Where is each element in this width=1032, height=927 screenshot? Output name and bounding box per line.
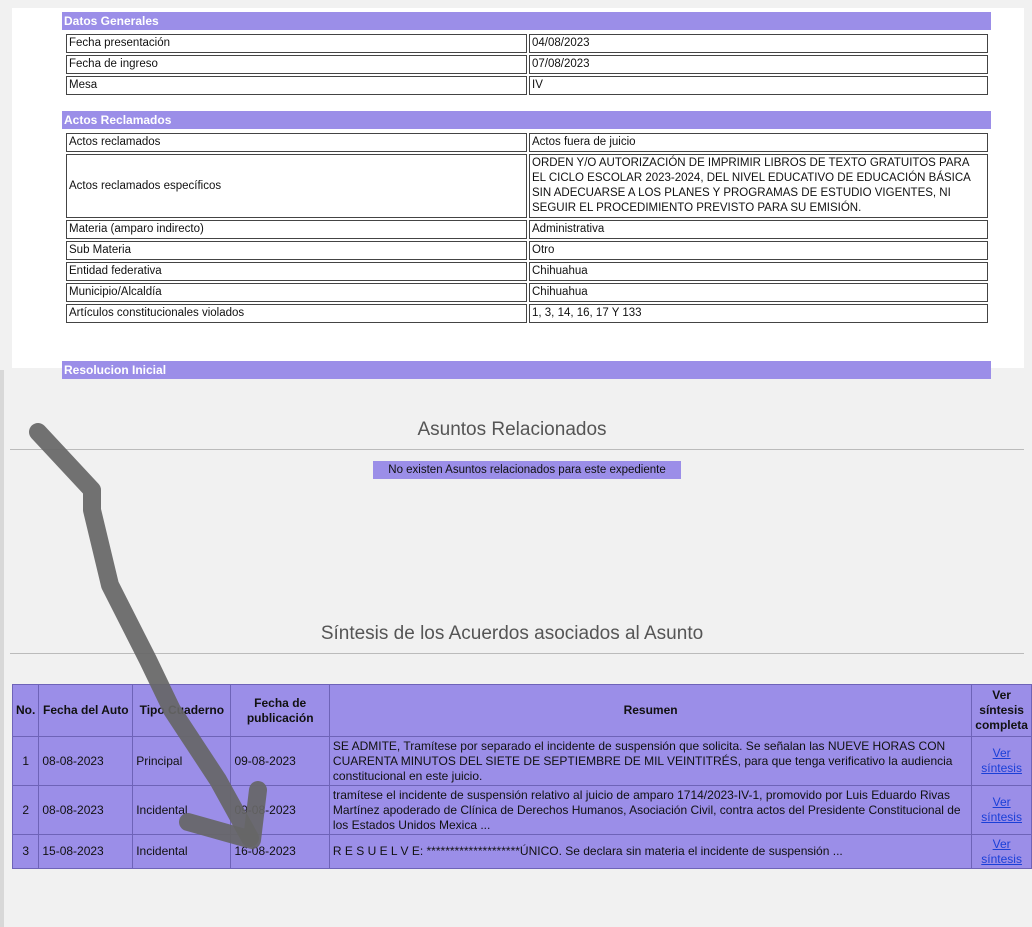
row-label: Mesa	[66, 76, 527, 95]
table-row	[66, 55, 988, 74]
table-row	[66, 34, 988, 53]
table-row	[13, 786, 1032, 835]
col-resumen: Resumen	[329, 685, 971, 737]
divider	[10, 449, 1024, 450]
resolucion-inicial-header: Resolucion Inicial	[62, 361, 991, 379]
table-row	[66, 220, 988, 239]
datos-generales-table	[64, 32, 990, 97]
table-row	[66, 262, 988, 281]
row-label: Artículos constitucionales violados	[66, 304, 527, 323]
cell-no: 1	[13, 737, 39, 786]
table-row	[66, 133, 988, 152]
actos-reclamados-table	[64, 131, 990, 325]
sintesis-title: Síntesis de los Acuerdos asociados al Asunto	[320, 623, 704, 644]
cell-fecha-auto: 15-08-2023	[39, 835, 133, 869]
row-value: 04/08/2023	[529, 34, 988, 53]
row-value: 1, 3, 14, 16, 17 Y 133	[529, 304, 988, 323]
cell-tipo: Incidental	[133, 786, 231, 835]
cell-resumen: tramítese el incidente de suspensión relativo al juicio de amparo 1714/2023-IV-1, promovido por Luis Eduardo Rivas Martínez apoderado de Clínica de Derechos Humanos, Asociación Civil, contra actos del Presidente Constitucional de los Estados Unidos Mexica ...	[329, 786, 971, 835]
row-value: Administrativa	[529, 220, 988, 239]
row-value: 07/08/2023	[529, 55, 988, 74]
table-row	[13, 737, 1032, 786]
row-value: ORDEN Y/O AUTORIZACIÓN DE IMPRIMIR LIBROS DE TEXTO GRATUITOS PARA EL CICLO ESCOLAR 2023-2024, DEL NIVEL EDUCATIVO DE EDUCACIÓN BÁSICA SIN ADECUARSE A LOS PLANES Y PROGRAMAS DE ESTUDIO VIGENTES, NI SEGUIR EL PROCEDIMIENTO PREVISTO PARA SU EMISIÓN.	[529, 154, 988, 218]
col-no: No.	[13, 685, 39, 737]
table-row	[66, 76, 988, 95]
cell-fecha-pub: 09-08-2023	[231, 786, 329, 835]
cell-resumen: R E S U E L V E: ********************ÚNICO. Se declara sin materia el incidente de suspensión ...	[329, 835, 971, 869]
row-label: Materia (amparo indirecto)	[66, 220, 527, 239]
row-value: IV	[529, 76, 988, 95]
row-value: Actos fuera de juicio	[529, 133, 988, 152]
table-header-row	[13, 685, 1032, 737]
cell-fecha-pub: 09-08-2023	[231, 737, 329, 786]
row-label: Fecha de ingreso	[66, 55, 527, 74]
panel-edge	[1012, 108, 1024, 358]
ver-sintesis-link[interactable]: Ver síntesis	[981, 836, 1022, 866]
row-label: Actos reclamados específicos	[66, 154, 527, 218]
no-asuntos-notice: No existen Asuntos relacionados para este expediente	[373, 461, 681, 479]
table-row	[66, 154, 988, 218]
row-label: Municipio/Alcaldía	[66, 283, 527, 302]
row-label: Sub Materia	[66, 241, 527, 260]
row-label: Actos reclamados	[66, 133, 527, 152]
row-label: Fecha presentación	[66, 34, 527, 53]
table-row	[66, 283, 988, 302]
asuntos-relacionados-title: Asuntos Relacionados	[417, 419, 607, 440]
page-edge	[0, 370, 4, 927]
cell-fecha-auto: 08-08-2023	[39, 737, 133, 786]
col-tipo-cuaderno: Tipo Cuaderno	[133, 685, 231, 737]
cell-fecha-auto: 08-08-2023	[39, 786, 133, 835]
row-value: Chihuahua	[529, 262, 988, 281]
divider	[10, 653, 1024, 654]
col-fecha-publicacion: Fecha de publicación	[231, 685, 329, 737]
ver-sintesis-link[interactable]: Ver síntesis	[981, 795, 1022, 824]
row-value: Otro	[529, 241, 988, 260]
acuerdos-table	[12, 684, 1032, 869]
cell-fecha-pub: 16-08-2023	[231, 835, 329, 869]
cell-no: 2	[13, 786, 39, 835]
cell-tipo: Incidental	[133, 835, 231, 869]
expediente-panel	[12, 8, 1024, 377]
row-value: Chihuahua	[529, 283, 988, 302]
cell-resumen: SE ADMITE, Tramítese por separado el incidente de suspensión que solicita. Se señalan las NUEVE HORAS CON CUARENTA MINUTOS DEL SIETE DE SEPTIEMBRE DE MIL VEINTITRÉS, para que tenga verificativo la audiencia constitucional en este juicio.	[329, 737, 971, 786]
actos-reclamados-header: Actos Reclamados	[62, 111, 991, 129]
table-row	[13, 835, 1032, 869]
table-row	[66, 304, 988, 323]
col-ver-sintesis: Ver síntesis completa	[972, 685, 1032, 737]
col-fecha-auto: Fecha del Auto	[39, 685, 133, 737]
row-label: Entidad federativa	[66, 262, 527, 281]
datos-generales-header: Datos Generales	[62, 12, 991, 30]
cell-tipo: Principal	[133, 737, 231, 786]
table-row	[66, 241, 988, 260]
ver-sintesis-link[interactable]: Ver síntesis	[981, 746, 1022, 775]
cell-no: 3	[13, 835, 39, 869]
panel-edge	[1012, 8, 1024, 104]
